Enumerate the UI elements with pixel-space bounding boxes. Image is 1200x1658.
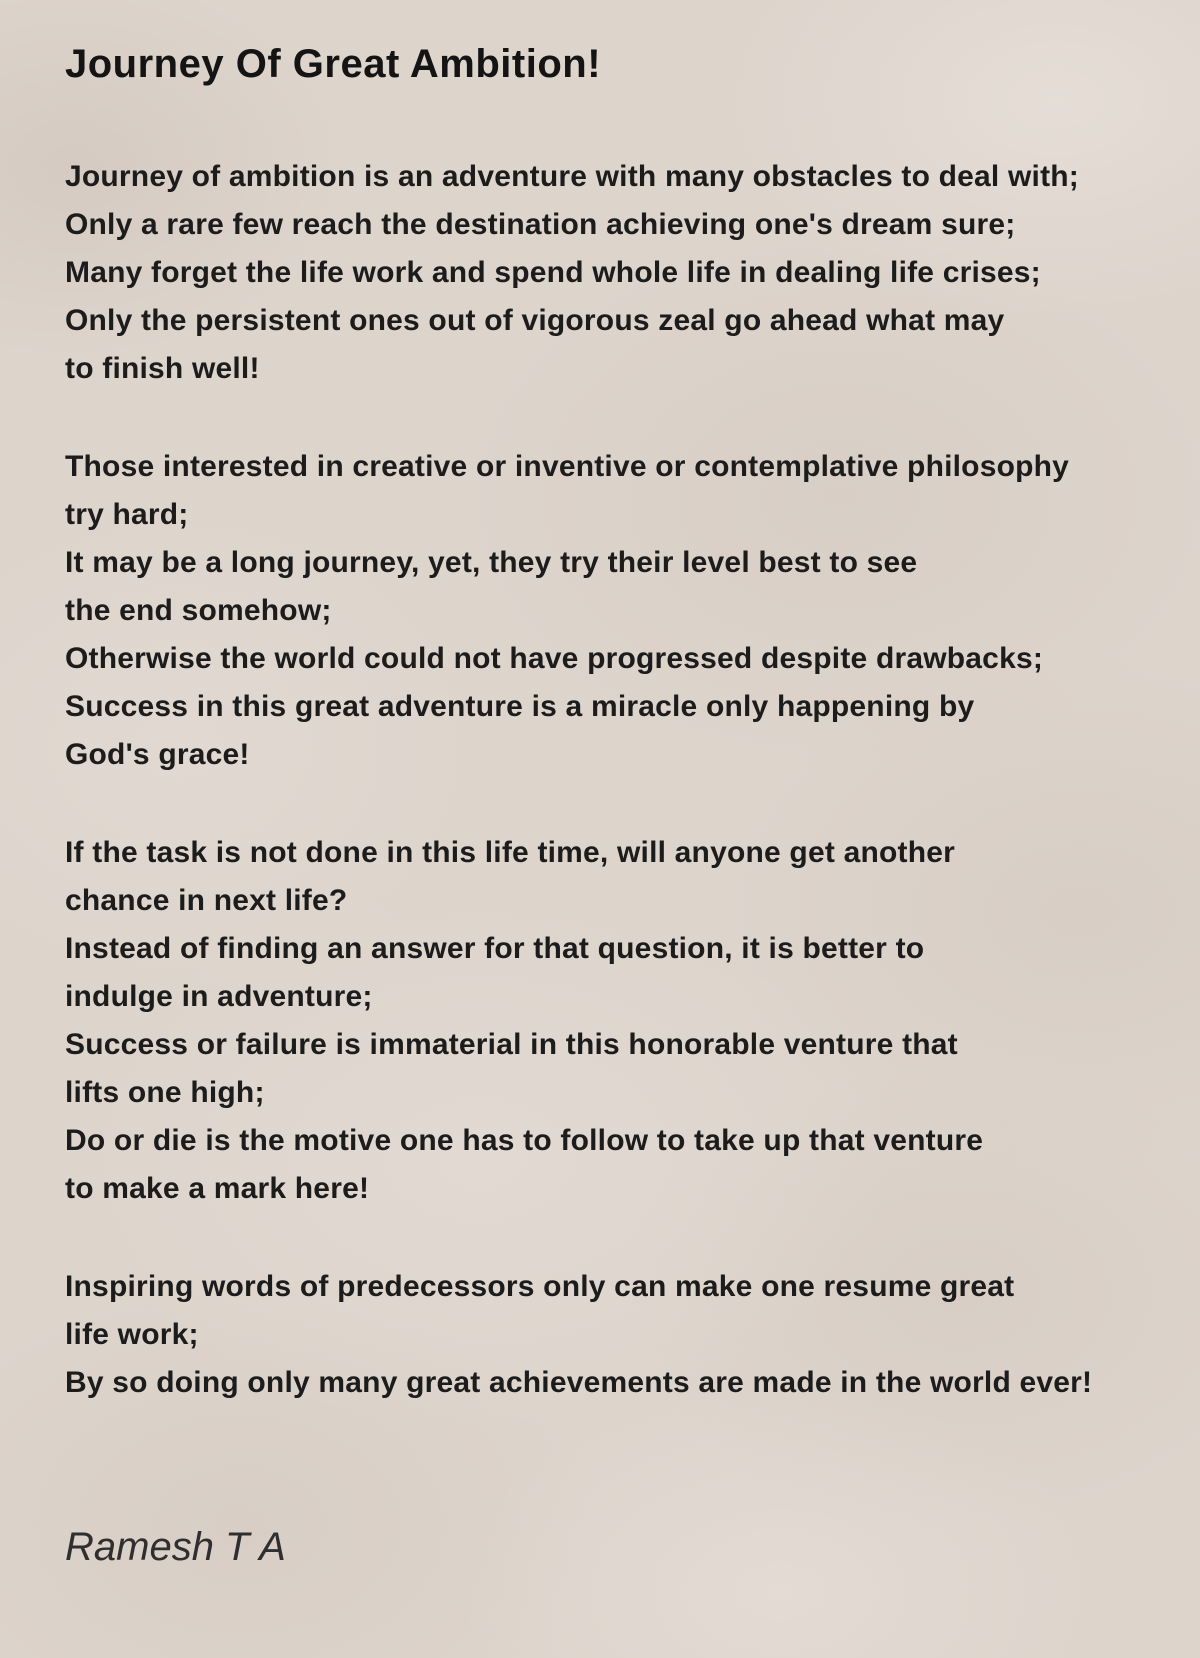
poem-line: It may be a long journey, yet, they try their level best to see <box>65 546 918 579</box>
poem-title: Journey Of Great Ambition! <box>65 42 602 86</box>
poem-line: Success or failure is immaterial in this honorable venture that <box>65 1028 958 1061</box>
poem-line: to make a mark here! <box>65 1172 370 1205</box>
poem-line: Instead of finding an answer for that question, it is better to <box>65 932 925 965</box>
poem-line: Those interested in creative or inventive or contemplative philosophy <box>65 450 1070 483</box>
poem-line: Many forget the life work and spend whole life in dealing life crises; <box>65 256 1041 289</box>
poem-line: Only the persistent ones out of vigorous zeal go ahead what may <box>65 304 1005 337</box>
poem-line: chance in next life? <box>65 884 348 917</box>
poem-line: the end somehow; <box>65 594 332 627</box>
poem-line: If the task is not done in this life time, will anyone get another <box>65 836 955 869</box>
poem-line: Journey of ambition is an adventure with many obstacles to deal with; <box>65 160 1079 193</box>
poem-line: Inspiring words of predecessors only can make one resume great <box>65 1270 1015 1303</box>
poem-body <box>65 153 1140 1407</box>
poem-line: Otherwise the world could not have progressed despite drawbacks; <box>65 642 1044 675</box>
poem-line: By so doing only many great achievements are made in the world ever! <box>65 1366 1093 1399</box>
poem-line: Success in this great adventure is a miracle only happening by <box>65 690 975 723</box>
poem-line: to finish well! <box>65 352 260 385</box>
poem-line: God's grace! <box>65 738 250 771</box>
poem-line: lifts one high; <box>65 1076 265 1109</box>
poem-line: life work; <box>65 1318 199 1351</box>
poem-stanza-1 <box>65 153 1140 393</box>
poem-line: Only a rare few reach the destination achieving one's dream sure; <box>65 208 1016 241</box>
poem-stanza-3 <box>65 829 1140 1213</box>
poem-line: Do or die is the motive one has to follow to take up that venture <box>65 1124 984 1157</box>
poem-stanza-4 <box>65 1263 1140 1407</box>
poem-line: indulge in adventure; <box>65 980 373 1013</box>
poem-stanza-2 <box>65 443 1140 779</box>
poem-author-signature: Ramesh T A <box>65 1525 286 1569</box>
poem-line: try hard; <box>65 498 189 531</box>
